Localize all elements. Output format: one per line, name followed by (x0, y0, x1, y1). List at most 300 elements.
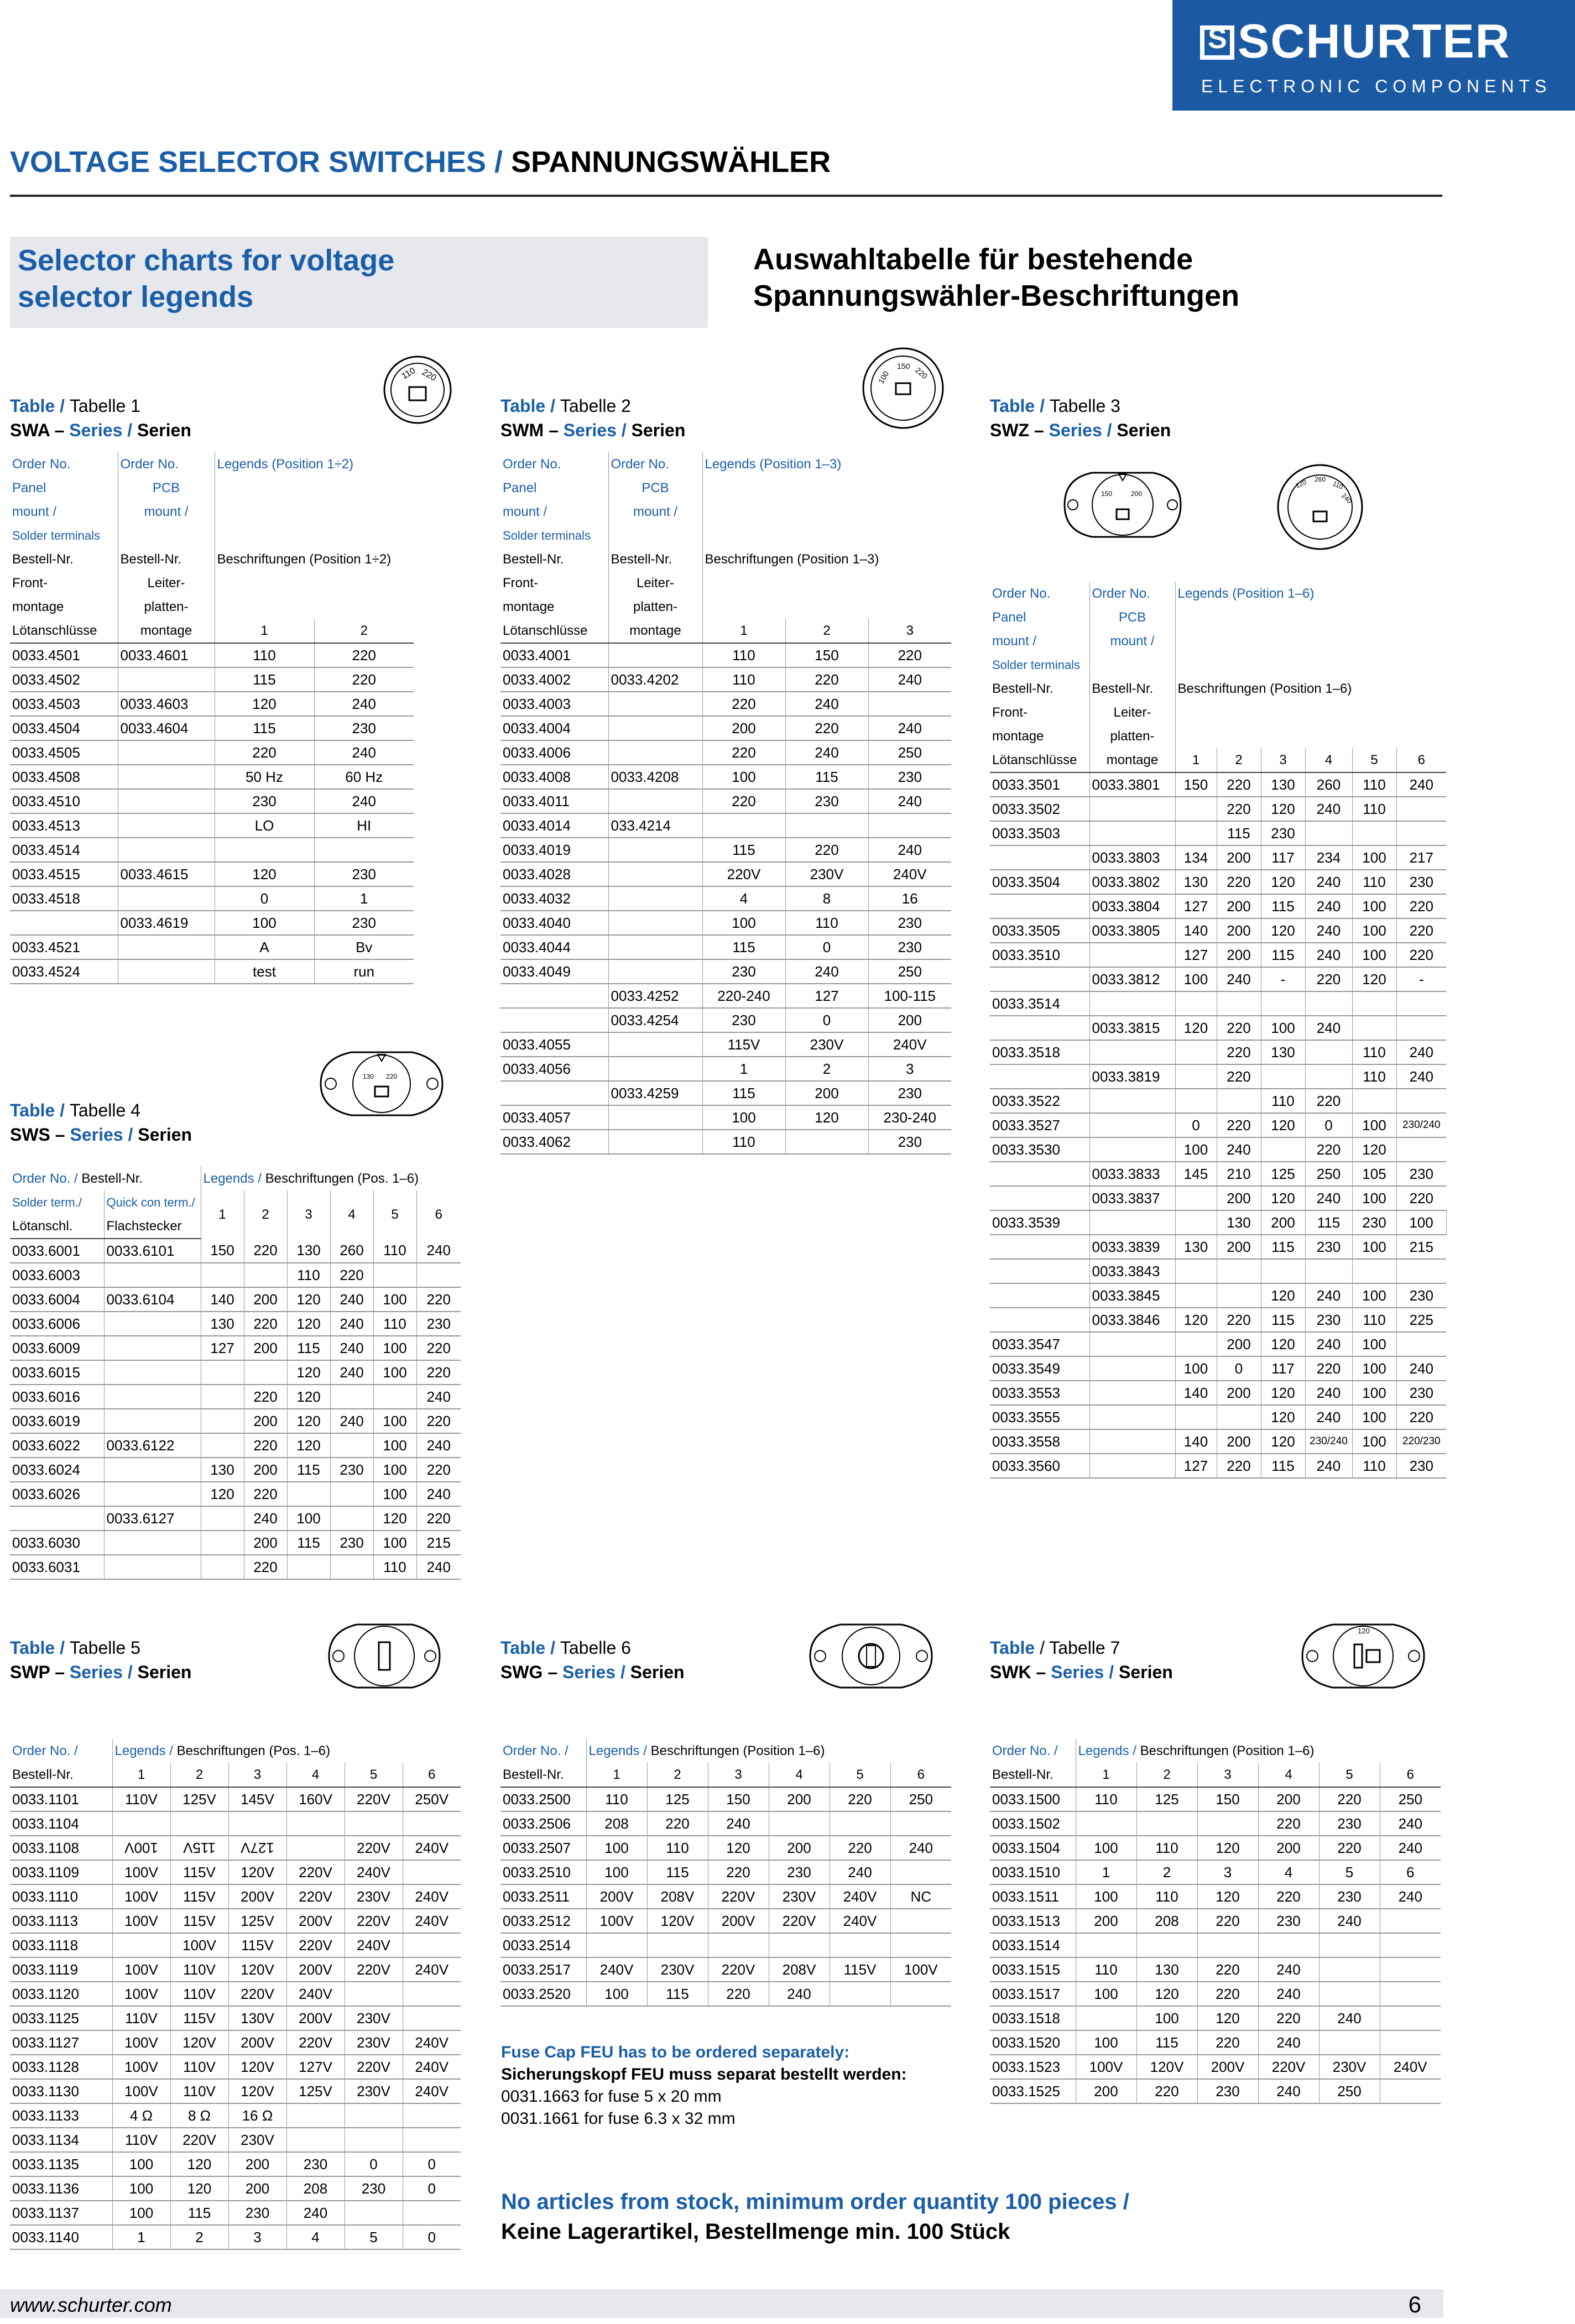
table-cell: 200 (1217, 1332, 1261, 1356)
table-cell (1175, 1283, 1217, 1308)
table-cell: 100 (1352, 1113, 1396, 1137)
table-cell: 120 (1175, 1308, 1217, 1332)
table-cell (1175, 1089, 1217, 1113)
table-cell: 0033.3522 (990, 1089, 1089, 1113)
table-row (10, 1506, 461, 1531)
table-cell: 5 (1319, 1860, 1380, 1884)
table-cell (1089, 821, 1175, 845)
table-cell: 100 (1352, 918, 1396, 943)
table-cell (500, 984, 608, 1008)
table-cell: 0033.3504 (990, 870, 1089, 894)
table-cell (1217, 1259, 1261, 1283)
table-cell: 0033.1511 (990, 1884, 1076, 1909)
table-cell: 3 (228, 2225, 286, 2249)
table-cell: 115V (170, 1860, 228, 1884)
table-cell: 0033.6127 (104, 1506, 201, 1531)
table-cell (608, 789, 702, 813)
table-cell: 0033.1517 (990, 1982, 1076, 2006)
table-cell: 220 (1258, 2006, 1319, 2030)
table-cell: test (215, 959, 314, 984)
table-cell: 240 (330, 1336, 373, 1360)
table-cell: 0033.1127 (10, 2030, 112, 2055)
table-cell: 0033.3514 (990, 991, 1089, 1016)
table-cell: run (314, 959, 414, 984)
table-cell (403, 2128, 461, 2152)
table-cell (287, 1482, 330, 1506)
table-cell: 208 (286, 2176, 345, 2201)
table-cell (104, 1555, 201, 1579)
table-cell: 110V (112, 2006, 170, 2030)
table-cell (403, 1860, 461, 1884)
table-cell (500, 1081, 608, 1105)
table-cell: 115V (170, 2006, 228, 2030)
table-cell: 100V (112, 1836, 170, 1860)
table-cell: 110 (373, 1555, 416, 1579)
table-cell: 220 (1217, 1064, 1261, 1089)
table-cell: 100 (373, 1409, 416, 1433)
table-cell (228, 1811, 286, 1836)
table-cell (330, 1433, 373, 1458)
table-cell: 120 (708, 1836, 769, 1860)
table-cell (769, 1811, 830, 1836)
table-cell: 240 (769, 1982, 830, 2006)
swm-switch-icon (860, 346, 946, 431)
table-cell: 200 (244, 1458, 287, 1482)
table-row (10, 692, 414, 716)
table-row (990, 918, 1446, 943)
table-cell: 220 (1217, 797, 1261, 821)
table-cell: 0033.1518 (990, 2006, 1076, 2030)
table-row (10, 1263, 461, 1287)
table-cell: 140 (201, 1287, 244, 1312)
table-row (500, 716, 951, 740)
table-cell: 200 (1217, 845, 1261, 870)
table-cell: 0033.4008 (500, 765, 608, 789)
table-cell: 0033.6006 (10, 1312, 104, 1336)
table-cell: 120 (1197, 1836, 1258, 1860)
table-cell: 0033.1108 (10, 1836, 112, 1860)
table-cell: 115 (1261, 943, 1305, 967)
table-cell: 0033.4057 (500, 1105, 608, 1130)
table-cell: 250 (1305, 1162, 1352, 1186)
table-cell: 0033.3839 (1089, 1235, 1175, 1259)
table-row (990, 2006, 1441, 2030)
table-cell (1352, 1259, 1396, 1283)
table-row (990, 845, 1446, 870)
table-cell (1175, 797, 1217, 821)
table-cell: 100 (373, 1360, 416, 1385)
table-cell: 220 (1136, 2079, 1197, 2103)
table-cell (1175, 991, 1217, 1016)
table-cell (286, 1811, 345, 1836)
table-cell: 100 (373, 1482, 416, 1506)
table-row (10, 1531, 461, 1555)
table-row (990, 1162, 1446, 1186)
table-cell (118, 740, 215, 765)
table-cell: 240 (1396, 772, 1446, 797)
table-cell: 230 (1305, 1235, 1352, 1259)
table-cell (104, 1312, 201, 1336)
table-cell: 0033.1504 (990, 1836, 1076, 1860)
table-cell: 240 (785, 740, 868, 765)
table-cell: 100 (1352, 1381, 1396, 1405)
table-cell: 230/240 (1305, 1429, 1352, 1454)
table-row (990, 1308, 1446, 1332)
table-cell: 120 (1261, 1429, 1305, 1454)
table-cell: 0033.6009 (10, 1336, 104, 1360)
table-cell: 234 (1305, 845, 1352, 870)
website-link[interactable]: www.schurter.com (10, 2294, 172, 2316)
table-cell: 220 (1197, 1957, 1258, 1982)
table-cell (608, 886, 702, 911)
table-cell: 0033.1133 (10, 2103, 112, 2128)
table-cell: 130V (228, 2006, 286, 2030)
table-cell: 0033.1120 (10, 1982, 112, 2006)
table-cell: 220/230 (1396, 1429, 1446, 1454)
table-7: Order No. / Legends / Beschriftungen (Position 1–6) Bestell-Nr. 1 2 3 4 5 6 0033.1500 110 125 150 200 220 250 0033.1502 220 230 240 0033.1504 100 110 120 200 220 240 0033.1510 1 2 3 4 5 6 0033.1511 100 110 120 220 230 240 0033.1513 200 208 220 230 240 0033.1514 0033.1515 110 130 220 240 0033.1517 100 120 220 240 0033.1518 100 120 220 240 0033.1520 100 115 220 240 0033.1523 100V 120V 200V 220V 230V 240V 0033.1525 200 220 230 240 250 (990, 1739, 1441, 2104)
logo-subtitle: ELECTRONIC COMPONENTS (1201, 76, 1552, 96)
table-cell: 240 (1396, 1356, 1446, 1381)
table-cell: 140 (1175, 918, 1217, 943)
table-cell: 220 (1217, 870, 1261, 894)
table-cell: 0033.3833 (1089, 1162, 1175, 1186)
table-cell: 110 (1261, 1089, 1305, 1113)
svg-text:100: 100 (876, 369, 891, 385)
table-cell: 0033.6003 (10, 1263, 104, 1287)
table-cell: 0 (1305, 1113, 1352, 1137)
table-cell: 240 (416, 1433, 461, 1458)
table-cell: 200 (244, 1336, 287, 1360)
table-row (500, 886, 951, 911)
table-cell: 0033.4062 (500, 1130, 608, 1154)
table-cell: 0033.4028 (500, 862, 608, 886)
table-cell: 0033.1130 (10, 2079, 112, 2103)
table-cell: 100 (702, 1105, 785, 1130)
table-cell: 0033.3539 (990, 1210, 1089, 1235)
table-cell: 0033.4501 (10, 643, 118, 667)
table-cell: 100 (373, 1433, 416, 1458)
table-cell: 240 (1305, 894, 1352, 918)
table-cell: 200 (1076, 2079, 1136, 2103)
table-cell: 115 (287, 1458, 330, 1482)
table-cell: 240 (868, 838, 951, 862)
table-cell: 220 (702, 692, 785, 716)
table-cell: 110 (1136, 1836, 1197, 1860)
table-cell (990, 1162, 1089, 1186)
table-cell: 0033.6001 (10, 1239, 104, 1263)
table-cell: 100 (586, 1982, 647, 2006)
table-row (500, 911, 951, 935)
table-cell: 100 (702, 765, 785, 789)
table-4-title: Table / Tabelle 4 SWS – Series / Serien (10, 1100, 192, 1145)
table-cell: 110V (112, 2128, 170, 2152)
table-cell: 220 (647, 1811, 708, 1836)
table-cell: 220V (345, 1787, 403, 1811)
table-cell: 0033.1125 (10, 2006, 112, 2030)
table-cell (1089, 1137, 1175, 1162)
table-cell (1305, 1064, 1352, 1089)
table-cell: 130 (1136, 1957, 1197, 1982)
table-cell: 0033.4518 (10, 886, 118, 911)
table-row (10, 1811, 461, 1836)
table-cell (1089, 943, 1175, 967)
table-cell (990, 1016, 1089, 1040)
table-4: Order No. / Bestell-Nr. Legends / Beschriftungen (Pos. 1–6) Solder term./ Quick con term./ 1 2 3 4 5 6 Lötanschl. Flachstecker 0033.6001 0033.6101 150 220 130 260 110 240 0033.6003 110 220 0033.6004 0033.6104 140 200 120 240 100 220 0033.6006 130 220 120 240 110 230 0033.6009 127 200 115 240 100 220 0033.6015 120 240 100 220 0033.6016 220 120 240 0033.6019 200 120 240 100 220 0033.6022 0033.6122 220 120 100 240 0033.6024 130 200 115 230 100 220 0033.6026 120 220 100 240 0033.6127 240 100 120 220 0033.6030 200 115 230 100 215 0033.6031 220 110 240 (10, 1167, 461, 1580)
table-cell: 230 (1396, 1283, 1446, 1308)
table-cell: 120 (1261, 1405, 1305, 1429)
table-cell: 0033.4601 (118, 643, 215, 667)
table-cell: 240 (330, 1287, 373, 1312)
table-cell (201, 1263, 244, 1287)
table-cell: 200V (286, 2006, 345, 2030)
table-cell: 260 (330, 1239, 373, 1263)
table-cell: 217 (1396, 845, 1446, 870)
table-cell (890, 1982, 951, 2006)
table-cell: 0033.3815 (1089, 1016, 1175, 1040)
table-cell: 240V (868, 862, 951, 886)
table-cell: 120 (287, 1312, 330, 1336)
table-cell (1089, 1040, 1175, 1064)
table-cell: 0033.3560 (990, 1454, 1089, 1478)
table-cell: 240 (1217, 1137, 1261, 1162)
table-cell (201, 1409, 244, 1433)
table-cell: 220 (1217, 1308, 1261, 1332)
table-cell: 240V (830, 1884, 890, 1909)
table-cell: 140 (1175, 1429, 1217, 1454)
table-cell (104, 1263, 201, 1287)
logo-mark-icon (1200, 25, 1234, 60)
table-cell: 120V (228, 2055, 286, 2079)
table-cell: 240 (1380, 1884, 1441, 1909)
svg-text:110: 110 (400, 365, 418, 382)
table-cell: 230 (314, 862, 414, 886)
table-cell: 0033.1135 (10, 2152, 112, 2176)
table-row (10, 2152, 461, 2176)
table-cell: 117 (1261, 1356, 1305, 1381)
table-cell: 0033.3846 (1089, 1308, 1175, 1332)
table-cell: 0033.4513 (10, 813, 118, 838)
table-cell: 230V (228, 2128, 286, 2152)
table-cell (785, 1130, 868, 1154)
table-cell: 250 (890, 1787, 951, 1811)
table-cell (1380, 1909, 1441, 1933)
table-cell: 100V (112, 1982, 170, 2006)
table-row (500, 1836, 951, 1860)
table-cell: 200 (785, 1081, 868, 1105)
table-cell: 220 (416, 1458, 461, 1482)
table-cell: 0033.3804 (1089, 894, 1175, 918)
table-cell: 0033.4055 (500, 1032, 608, 1057)
table-cell: 127 (1175, 943, 1217, 967)
table-cell: 200V (286, 1957, 345, 1982)
table-cell: 240 (416, 1385, 461, 1409)
table-row (990, 1283, 1446, 1308)
table-cell: 120 (287, 1287, 330, 1312)
table-cell (1217, 1283, 1261, 1308)
table-cell (785, 813, 868, 838)
svg-text:260: 260 (1315, 476, 1326, 483)
table-cell: 230V (769, 1884, 830, 1909)
table-cell: HI (314, 813, 414, 838)
table-cell: 210 (1217, 1162, 1261, 1186)
table-row (500, 1787, 951, 1811)
table-cell: 230 (1305, 1308, 1352, 1332)
table-cell: 125V (228, 1909, 286, 1933)
table-cell: 220 (244, 1312, 287, 1336)
table-cell: 0033.4505 (10, 740, 118, 765)
table-row (10, 838, 414, 862)
table-cell: 115 (702, 935, 785, 959)
table-cell: 225 (1396, 1308, 1446, 1332)
table-cell (608, 716, 702, 740)
table-cell: 0033.4202 (608, 667, 702, 692)
table-cell: 100 (373, 1458, 416, 1482)
table-cell: 200 (1217, 1235, 1261, 1259)
table-row (10, 1409, 461, 1433)
table-cell: 240 (1380, 1811, 1441, 1836)
table-row (10, 765, 414, 789)
table-cell: 230V (345, 2079, 403, 2103)
table-cell: 220 (1319, 1836, 1380, 1860)
table-cell: 3 (1197, 1860, 1258, 1884)
table-cell: 0033.6104 (104, 1287, 201, 1312)
table-cell: 110 (1352, 1308, 1396, 1332)
table-cell: 1 (112, 2225, 170, 2249)
table-cell: 3 (868, 1057, 951, 1081)
table-cell: 220 (416, 1360, 461, 1385)
svg-text:120: 120 (1358, 1627, 1370, 1635)
table-cell: 033.4214 (608, 813, 702, 838)
table-cell: - (1261, 967, 1305, 991)
table-row (990, 1860, 1441, 1884)
table-cell: 0033.4208 (608, 765, 702, 789)
table-cell: 100 (1175, 1356, 1217, 1381)
table-row (990, 1356, 1446, 1381)
table-cell (1305, 1259, 1352, 1283)
table-cell: 240 (1305, 1381, 1352, 1405)
table-cell (1352, 991, 1396, 1016)
table-cell: 240 (708, 1811, 769, 1836)
table-cell: 110 (287, 1263, 330, 1287)
table-cell: 208 (1136, 1909, 1197, 1933)
table-cell (1319, 1933, 1380, 1957)
svg-text:110: 110 (1331, 479, 1344, 491)
table-cell: 120 (1261, 1332, 1305, 1356)
table-cell: 0033.3527 (990, 1113, 1089, 1137)
table-cell: 0033.4615 (118, 862, 215, 886)
table-cell: 0033.3812 (1089, 967, 1175, 991)
table-5-title: Table / Tabelle 5 SWP – Series / Serien (10, 1638, 192, 1682)
table-cell: 240 (1258, 2030, 1319, 2055)
table-row (990, 1016, 1446, 1040)
table-cell (330, 1555, 373, 1579)
table-1: Order No. Order No. Legends (Position 1÷2) Panel PCB mount / mount / Solder terminals Bestell-Nr. Bestell-Nr. Beschriftungen (Position 1÷2) Front- Leiter- montage platten- Lötanschlüsse montage 1 2 0033.4501 0033.4601 110 220 0033.4502 115 220 0033.4503 0033.4603 120 240 0033.4504 0033.4604 115 230 0033.4505 220 240 0033.4508 50 Hz 60 Hz 0033.4510 230 240 0033.4513 LO HI 0033.4514 0033.4515 0033.4615 120 230 0033.4518 0 1 0033.4619 100 230 0033.4521 A Bv 0033.4524 test run (10, 452, 414, 984)
table-cell (1261, 1064, 1305, 1089)
table-cell: 110 (702, 1130, 785, 1154)
table-cell: 105 (1352, 1162, 1396, 1186)
table-row (990, 1137, 1446, 1162)
table-cell: 0033.1515 (990, 1957, 1076, 1982)
schurter-logo (1172, 0, 1575, 111)
table-cell: 240 (1396, 1040, 1446, 1064)
table-cell (403, 2006, 461, 2030)
table-row (990, 821, 1446, 845)
table-cell (990, 845, 1089, 870)
table-cell: 220V (286, 2030, 345, 2055)
table-cell: 115 (1305, 1210, 1352, 1235)
table-cell: 220V (769, 1909, 830, 1933)
table-cell: 120 (1175, 1016, 1217, 1040)
table-cell: 0033.6024 (10, 1458, 104, 1482)
table-row (990, 1836, 1441, 1860)
table-cell: 120 (1197, 2006, 1258, 2030)
table-cell: 0 (403, 2176, 461, 2201)
table-cell: 150 (1175, 772, 1217, 797)
table-cell: 240 (330, 1360, 373, 1385)
table-1-title: Table / Tabelle 1 SWA – Series / Serien (10, 396, 191, 440)
table-cell: 220 (1305, 967, 1352, 991)
table-cell: 150 (1197, 1787, 1258, 1811)
table-cell (1396, 797, 1446, 821)
table-cell (287, 1555, 330, 1579)
table-cell: 200 (769, 1836, 830, 1860)
table-cell: 240 (1319, 2006, 1380, 2030)
table-cell (1217, 991, 1261, 1016)
table-cell: 0033.4259 (608, 1081, 702, 1105)
table-cell: 110 (1352, 797, 1396, 821)
table-row (990, 772, 1446, 797)
page-number: 6 (1408, 2291, 1421, 2317)
table-cell: 110V (170, 2055, 228, 2079)
table-row (500, 1130, 951, 1154)
table-row (990, 1429, 1446, 1454)
table-cell: 0 (215, 886, 314, 911)
table-row (990, 1186, 1446, 1210)
table-cell: 100 (1175, 1137, 1217, 1162)
svg-text:200: 200 (1131, 490, 1143, 498)
table-cell: 220 (244, 1239, 287, 1263)
table-cell (1396, 991, 1446, 1016)
table-cell: 0033.1510 (990, 1860, 1076, 1884)
table-cell (244, 1263, 287, 1287)
table-cell: 110 (702, 643, 785, 667)
table-cell: 100 (1352, 1283, 1396, 1308)
table-cell: 100 (1076, 1982, 1136, 2006)
table-cell: 120V (228, 2079, 286, 2103)
table-cell (769, 1933, 830, 1957)
table-cell: 0033.4510 (10, 789, 118, 813)
table-cell (500, 1008, 608, 1032)
table-cell (1319, 1982, 1380, 2006)
table-cell (1396, 1259, 1446, 1283)
table-cell (1076, 1811, 1136, 1836)
table-cell (1076, 1933, 1136, 1957)
table-cell: 0 (785, 935, 868, 959)
table-cell (1380, 1933, 1441, 1957)
table-cell (586, 1933, 647, 1957)
table-cell: 240 (785, 692, 868, 716)
table-cell (403, 2201, 461, 2225)
table-cell: 240V (345, 1933, 403, 1957)
table-cell (286, 2128, 345, 2152)
table-row (500, 1982, 951, 2006)
table-cell: 220 (1396, 1186, 1446, 1210)
table-cell: 220 (1217, 1113, 1261, 1137)
table-cell: 240 (1305, 1454, 1352, 1478)
table-cell: 200 (244, 1409, 287, 1433)
table-cell: 115 (1261, 1308, 1305, 1332)
table-row (10, 862, 414, 886)
